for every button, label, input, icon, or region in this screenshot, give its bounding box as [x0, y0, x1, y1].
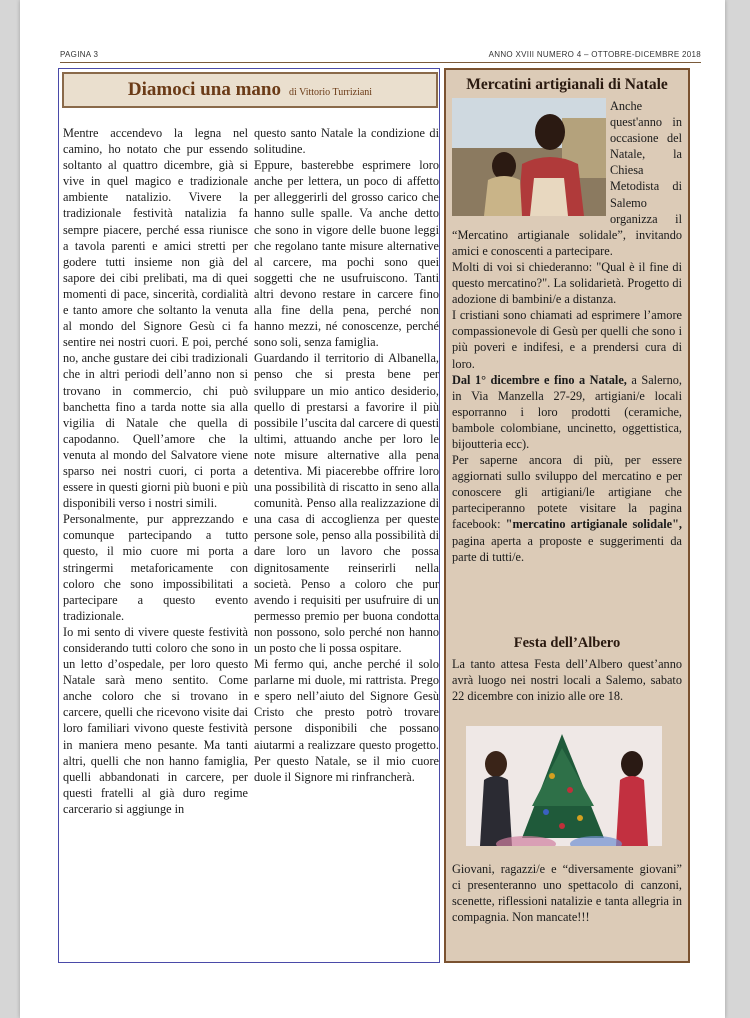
festa-body-2 — [452, 861, 682, 925]
festa-title: Festa dell’Albero — [513, 635, 621, 651]
mercatini-body — [452, 98, 682, 565]
article-author: di Vittorio Turriziani — [288, 87, 373, 98]
header-rule — [60, 62, 701, 63]
mercatini-paragraph — [452, 372, 682, 452]
mercatini-info-end: pagina aperta a proposte e suggerimenti da parte di tutti/e. — [452, 533, 682, 564]
issue-info: ANNO XVIII NUMERO 4 – OTTOBRE-DICEMBRE 2018 — [488, 50, 701, 59]
mercatini-paragraph: Molti di voi si chiederanno: "Qual è il fine di questo mercatino?". La solidarietà. Progetto di adozione di bambini/e a distanza. — [452, 259, 682, 307]
festa-body — [452, 656, 682, 704]
sidebar-box — [444, 68, 690, 963]
mercatini-paragraph: I cristiani sono chiamati ad esprimere l’amore compassionevole di Gesù per quelli che sono i più poveri e indifesi, e a prendersi cura di loro. — [452, 308, 682, 371]
mother-child-photo — [452, 98, 606, 216]
mercatini-title: Mercatini artigianali di Natale — [466, 76, 668, 93]
mercatini-info: Per saperne ancora di più, per essere aggiornati sullo sviluppo del mercatino e per conoscere gli artigiani/le artigiane che parteciperanno potete visitare la pagina facebook: — [452, 453, 682, 532]
mercatini-date: Dal 1° dicembre e fino a Natale, — [452, 372, 627, 387]
article-paragraph: questo santo Natale la condizione di solitudine. — [254, 126, 439, 157]
page-number: PAGINA 3 — [60, 50, 99, 59]
article-column-1 — [63, 125, 248, 817]
mercatini-paragraph: Anche quest'anno in occasione del Natale, la Chiesa Metodista di Salemo organizza il “Mercatino artigianale solidale”, invitando amici e conoscenti a partecipare. — [452, 99, 682, 258]
festa-paragraph: Giovani, ragazzi/e e “diversamente giovani” ci presenteranno uno spettacolo di canzoni, scenette, riflessioni natalizie e tanta allegria in compagnia. Non mancate!!! — [452, 862, 682, 925]
festa-paragraph: La tanto attesa Festa dell’Albero quest’anno avrà luogo nei nostri locali a Salemo, sabato 22 dicembre con inizio alle ore 18. — [452, 657, 682, 704]
article-paragraph: Guardando il territorio di Albanella, penso che si presta bene per sviluppare un mio antico desiderio, quello di prestarsi a favorire il più possibile l’uscita dal carcere di questi ultimi, attuando anche per loro le note misure alternative alla pena detentiva. Mi piacerebbe offrire loro una possibilità di riscatto in seno alla comunità. Penso alla realizzazione di una casa di accoglienza per queste persone sole, penso alla possibilità di dare loro un lavoro che possa dignitosamente reinserirli nella società. Penso a coloro che pur avendo i requisiti per usufruire di un permesso premio per buona condotta non possono, solo perché non hanno un posto che li possa ospitare. — [254, 351, 439, 655]
article-paragraph: Mentre accendevo la legna nel camino, ho notato che pur essendo soltanto al quattro dicembre, già si vive in quel magico e tradizionale ambiente natalizio. Vivere la tradizionale festività natalizia fa sempre piacere, perché essa riunisce a tavola parenti e amici stretti per godere tutti insieme non già del sapore dei cibi prelibati, ma di quei momenti di pace, sincerità, cordialità e tanto amore che soltanto la venuta al mondo del Signore Gesù ci fa sentire nei nostri cuori. E poi, perché no, anche gustare dei cibi tradizionali che in altri periodi dell’anno non si trovano in commercio, chi può banchetta fino a tarda notte sia alla vigilia di Natale che quella di capodanno. Quell’amore che la venuta al mondo del Salvatore viene sparso nei nostri cuori, ci porta a essere in questi giorni più buoni e più disponibili verso i nostri simili. — [63, 126, 248, 511]
christmas-tree-illustration — [466, 726, 662, 846]
facebook-page-name: "mercatino artigianale solidale", — [505, 517, 682, 532]
mercatini-paragraph — [452, 452, 682, 565]
article-box — [58, 68, 440, 963]
article-column-2 — [254, 125, 439, 817]
christmas-tree-photo — [466, 726, 662, 846]
article-paragraph: Eppure, basterebbe esprimere loro anche per lettera, un poco di affetto per alleggerirli del grosso carico che hanno sulle spalle. Va anche detto che sono in vigore delle buone leggi che regolano tante misure alternative al carcere, ma pochi sono quei soggetti che ne usufruiscono. Tanti altri devono restare in carcere fino alla fine della pena, perché non hanno mezzi, né conoscenze, perché sono soli, senza famiglia. — [254, 158, 439, 350]
article-paragraph: Personalmente, pur apprezzando e comunque partecipando a tutto questo, il mio cuore mi porta a stringermi metaforicamente con coloro che sono impossibilitati a partecipare a questo evento tradizionale. — [63, 512, 248, 623]
mercatini-details: a Salerno, in Via Manzella 27-29, artigiani/e locali esporranno i loro prodotti (ceramiche, bambole colombiane, uncinetto, oggettistica, bijoutteria ecc). — [452, 372, 682, 451]
article-columns — [63, 125, 439, 817]
newsletter-page — [20, 0, 725, 1018]
article-title-box — [62, 72, 438, 108]
article-title: Diamoci una mano — [127, 79, 281, 100]
article-paragraph: Io mi sento di vivere queste festività considerando tutti coloro che sono in un letto d’ospedale, per loro questo Natale sarà meno sentito. Come anche coloro che si trovano in carcere, quelli che ricevono visite dai loro familiari vivono queste festività in maniera meno pesante. Ma tanti altri, quelli che non hanno famiglia, quelli abbandonati in carcere, per questi fratelli al già duro regime carcerario si aggiunge in — [63, 624, 248, 816]
article-paragraph: Mi fermo qui, anche perché il solo parlarne mi duole, mi rattrista. Prego e spero nell’aiuto del Signore Gesù Cristo che presto potrò trovare persone disponibili che possano aiutarmi a realizzare questo progetto. Per questo Natale, se il mio cuore duole il Signore mi rinfrancherà. — [254, 657, 439, 784]
mother-child-illustration — [452, 98, 606, 216]
